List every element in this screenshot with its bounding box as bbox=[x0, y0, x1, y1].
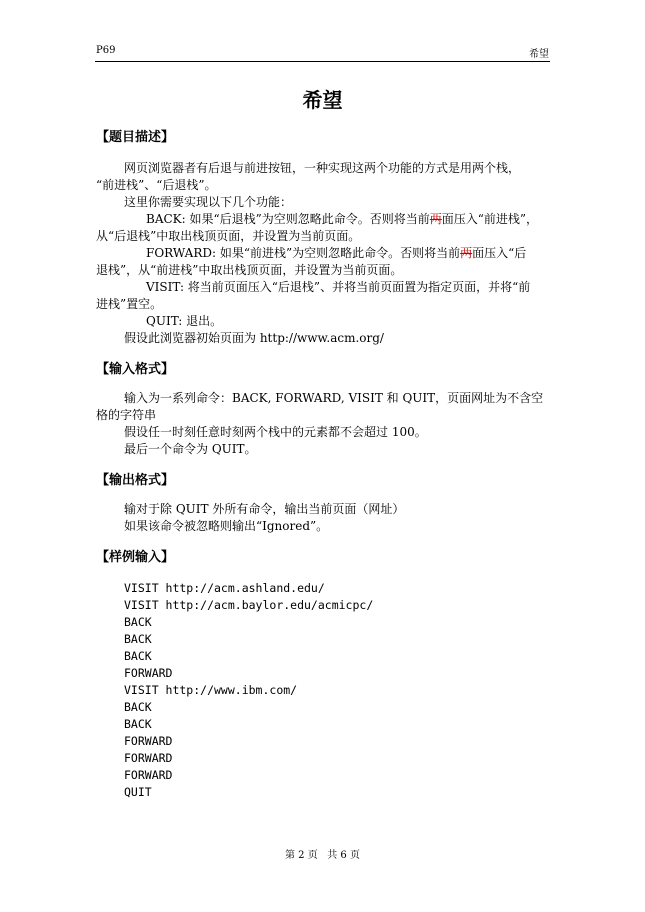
desc-line: 这里你需要实现以下几个功能： bbox=[124, 195, 293, 209]
header-right: 希望 bbox=[529, 49, 549, 60]
input-line: 输入为一系列命令：BACK, FORWARD, VISIT 和 QUIT，页面网址为不含空 bbox=[124, 391, 544, 405]
header-left: P69 bbox=[96, 45, 116, 56]
desc-line: VISIT: 将当前页面压入“后退栈”、并将当前页面置为指定页面，并将“前 bbox=[146, 280, 531, 294]
input-line: 最后一个命令为 QUIT。 bbox=[124, 442, 257, 456]
section-heading-description: 【题目描述】 bbox=[96, 130, 175, 145]
sample-line: BACK bbox=[124, 615, 152, 629]
desc-line: 从“后退栈”中取出栈顶页面，并设置为当前页面。 bbox=[96, 229, 361, 243]
sample-line: BACK bbox=[124, 700, 152, 714]
desc-line bbox=[146, 245, 526, 262]
desc-line: 退栈”，从“前进栈”中取出栈顶页面，并设置为当前页面。 bbox=[96, 263, 403, 277]
sample-line: VISIT http://acm.baylor.edu/acmicpc/ bbox=[124, 598, 374, 612]
desc-line: 网页浏览器者有后退与前进按钮，一种实现这两个功能的方式是用两个栈， bbox=[124, 161, 521, 175]
desc-line-text: BACK: 如果“后退栈”为空则忽略此命令。否则将当前 bbox=[146, 212, 430, 226]
desc-line: 假设此浏览器初始页面为 http://www.acm.org/ bbox=[124, 331, 384, 345]
page-footer: 第 2 页 共 6 页 bbox=[285, 850, 360, 861]
page-title: 希望 bbox=[302, 88, 343, 112]
sample-line: FORWARD bbox=[124, 734, 173, 748]
section-heading-sample-input: 【样例输入】 bbox=[96, 550, 175, 565]
sample-line: QUIT bbox=[124, 785, 152, 799]
input-line: 假设任一时刻任意时刻两个栈中的元素都不会超过 100。 bbox=[124, 425, 427, 439]
sample-line: VISIT http://www.ibm.com/ bbox=[124, 683, 298, 697]
output-line: 如果该命令被忽略则输出“Ignored”。 bbox=[124, 519, 329, 533]
revision-strike-mark: 两 bbox=[429, 212, 442, 226]
sample-line: BACK bbox=[124, 717, 152, 731]
desc-line-text: 面压入“前进栈”， bbox=[441, 212, 539, 226]
sample-line: BACK bbox=[124, 632, 152, 646]
sample-line: FORWARD bbox=[124, 666, 173, 680]
header-rule bbox=[95, 61, 550, 62]
desc-line-text: 面压入“后 bbox=[472, 246, 527, 260]
sample-line: FORWARD bbox=[124, 768, 173, 782]
section-heading-input: 【输入格式】 bbox=[96, 362, 175, 377]
output-line: 输对于除 QUIT 外所有命令，输出当前页面（网址） bbox=[124, 502, 405, 516]
desc-line: “前进栈”、“后退栈”。 bbox=[96, 178, 217, 192]
input-line: 格的字符串 bbox=[96, 408, 157, 422]
sample-line: FORWARD bbox=[124, 751, 173, 765]
desc-line-text: FORWARD: 如果“前进栈”为空则忽略此命令。否则将当前 bbox=[146, 246, 461, 260]
desc-line: 进栈”置空。 bbox=[96, 297, 163, 311]
sample-line: VISIT http://acm.ashland.edu/ bbox=[124, 581, 325, 595]
section-heading-output: 【输出格式】 bbox=[96, 473, 175, 488]
desc-line bbox=[146, 211, 538, 228]
revision-strike-mark: 两 bbox=[460, 246, 473, 260]
desc-line: QUIT: 退出。 bbox=[146, 314, 223, 328]
sample-line: BACK bbox=[124, 649, 152, 663]
